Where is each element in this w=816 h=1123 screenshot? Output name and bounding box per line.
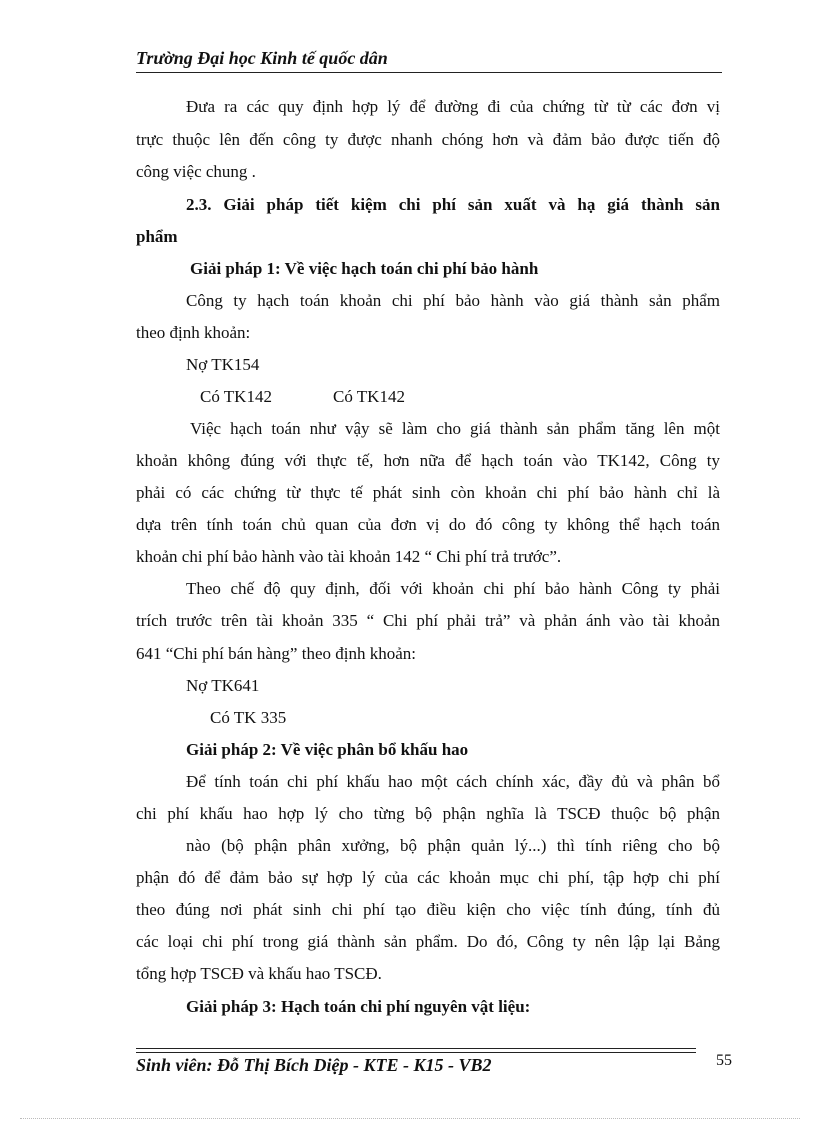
paragraph-line: Đưa ra các quy định hợp lý để đường đi của chứng từ từ các đơn vị	[186, 97, 720, 116]
solution-1-heading: Giải pháp 1: Về việc hạch toán chi phí bảo hành	[190, 259, 539, 278]
paragraph-line: khoản chi phí bảo hành vào tài khoản 142 “ Chi phí trả trước”.	[136, 547, 562, 566]
paragraph-line: trực thuộc lên đến công ty được nhanh chóng hơn và đảm bảo được tiến độ	[136, 130, 720, 149]
journal-entry-credit: Có TK 335	[210, 708, 287, 727]
page-number: 55	[716, 1052, 732, 1069]
paragraph-line: chi phí khấu hao hợp lý cho từng bộ phận nghĩa là TSCĐ thuộc bộ phận	[136, 804, 720, 823]
paragraph-line: Để tính toán chi phí khấu hao một cách chính xác, đầy đủ và phân bổ	[186, 772, 720, 791]
solution-2-heading: Giải pháp 2: Về việc phân bổ khấu hao	[186, 740, 469, 759]
paragraph-line: khoản không đúng với thực tế, hơn nữa để hạch toán vào TK142, Công ty	[136, 451, 720, 470]
paragraph-line: trích trước trên tài khoản 335 “ Chi phí phải trả” và phản ánh vào tài khoản	[136, 611, 720, 630]
paragraph-line: 641 “Chi phí bán hàng” theo định khoản:	[136, 644, 416, 663]
paragraph-line: nào (bộ phận phân xưởng, bộ phận quản lý...) thì tính riêng cho bộ	[186, 836, 720, 855]
paragraph-line: phận đó để đảm bảo sự hợp lý của các khoản mục chi phí, tập hợp chi phí	[136, 868, 720, 887]
section-heading: 2.3. Giải pháp tiết kiệm chi phí sản xuất và hạ giá thành sản	[186, 195, 720, 214]
footer-divider	[136, 1052, 696, 1053]
paragraph-line: theo định khoản:	[136, 323, 251, 342]
student-footer: Sinh viên: Đỗ Thị Bích Diệp - KTE - K15 - VB2	[136, 1055, 492, 1075]
paragraph-line: tổng hợp TSCĐ và khấu hao TSCĐ.	[136, 964, 382, 983]
header-divider	[136, 72, 722, 73]
page-bottom-dotted-line	[20, 1118, 800, 1119]
footer-divider	[136, 1048, 696, 1049]
paragraph-line: Theo chế độ quy định, đối với khoản chi phí bảo hành Công ty phải	[186, 579, 720, 598]
journal-entry-credit: Có TK142	[200, 387, 272, 406]
paragraph-line: theo đúng nơi phát sinh chi phí tạo điều kiện cho việc tính đúng, tính đủ	[136, 900, 720, 919]
paragraph-line: công việc chung .	[136, 162, 256, 181]
journal-entry-debit: Nợ TK641	[186, 676, 260, 695]
paragraph-line: Việc hạch toán như vậy sẽ làm cho giá thành sản phẩm tăng lên một	[190, 419, 720, 438]
solution-3-heading: Giải pháp 3: Hạch toán chi phí nguyên vật liệu:	[186, 997, 531, 1016]
paragraph-line: phải có các chứng từ thực tế phát sinh còn khoản chi phí bảo hành chỉ là	[136, 483, 720, 502]
journal-entry-debit: Nợ TK154	[186, 355, 260, 374]
section-heading-cont: phẩm	[136, 227, 178, 246]
paragraph-line: dựa trên tính toán chủ quan của đơn vị do đó công ty không thể hạch toán	[136, 515, 720, 534]
journal-entry-credit: Có TK142	[333, 387, 405, 406]
running-header: Trường Đại học Kinh tế quốc dân	[136, 48, 388, 68]
paragraph-line: Công ty hạch toán khoản chi phí bảo hành vào giá thành sản phẩm	[186, 291, 720, 310]
paragraph-line: các loại chi phí trong giá thành sản phẩm. Do đó, Công ty nên lập lại Bảng	[136, 932, 720, 951]
